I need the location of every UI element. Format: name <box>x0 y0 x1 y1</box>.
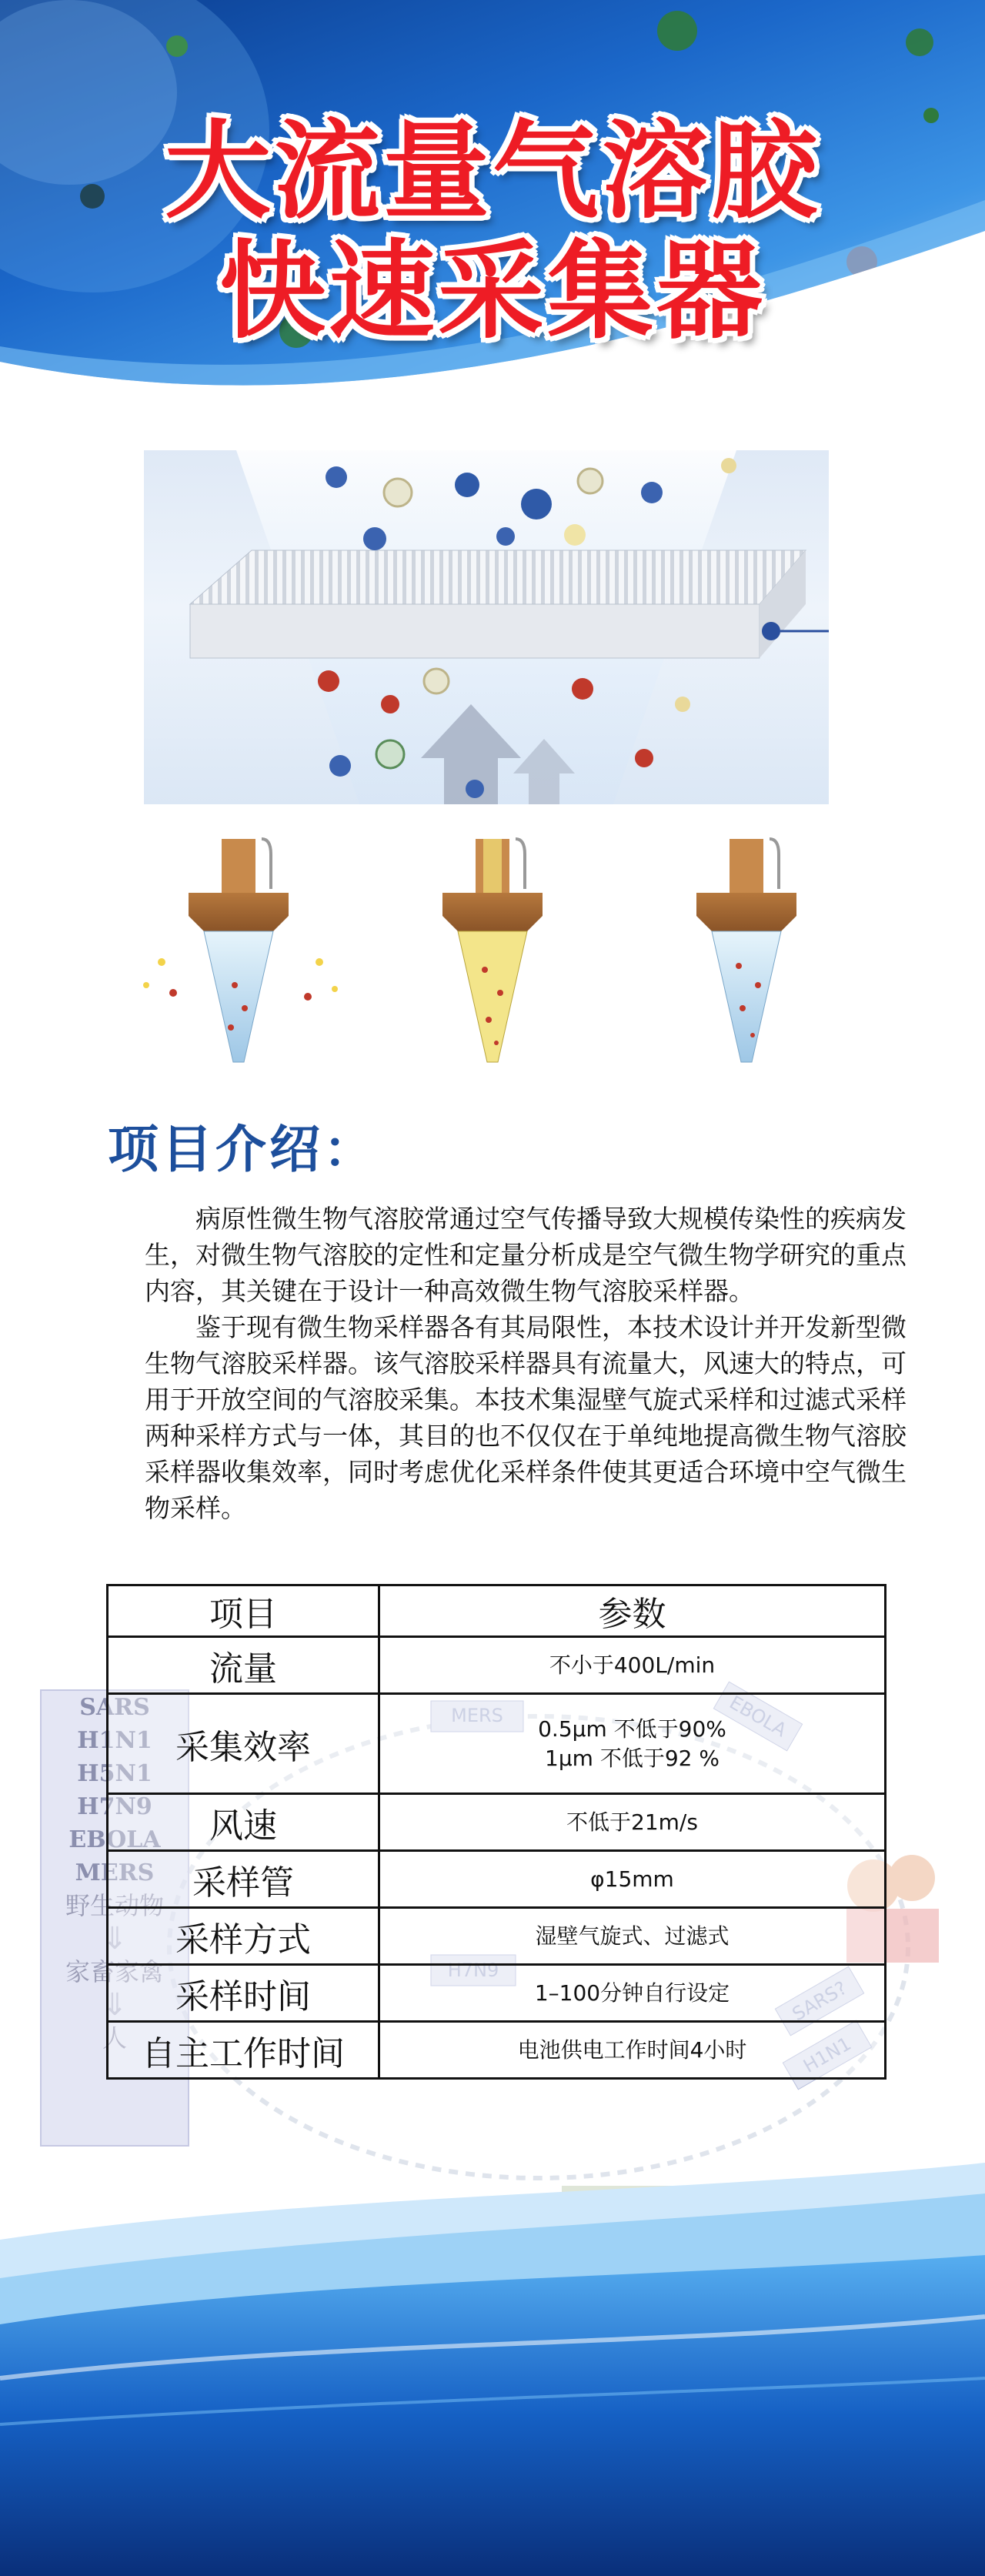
intro-heading: 项目介绍： <box>108 1120 377 1179</box>
tag-sars: SARS? <box>788 1976 851 2026</box>
filter-graphic <box>144 450 829 804</box>
row-label: 自主工作时间 <box>108 2022 379 2079</box>
chain-label-livestock: 家畜家禽 <box>65 1957 164 1986</box>
row-value: φ15mm <box>379 1851 886 1908</box>
filter-illustration <box>144 450 829 804</box>
intro-paragraph-2: 鉴于现有微生物采样器各有其局限性，本技术设计并开发新型微生物气溶胶采样器。该气溶胶采样器具有流量大，风速大的特点，可用于开放空间的气溶胶采集。本技术集湿壁气旋式采样和过滤式采样两种采样方式与一体，其目的也不仅仅在于单纯地提高微生物气溶胶采样器收集效率，同时考虑优化采样条件使其更适合环境中空气微生物采样。 <box>145 1312 907 1523</box>
row-label: 采样管 <box>108 1851 379 1908</box>
footer-wave <box>0 2147 985 2576</box>
table-row <box>108 2022 886 2079</box>
table-header-row <box>108 1585 886 1637</box>
tag-h7n9: H7N9 <box>447 1960 499 1981</box>
virus-item: H1N1 <box>77 1727 152 1754</box>
parameter-table <box>106 1584 886 2080</box>
collector-illustrations <box>115 831 870 1093</box>
row-label: 采集效率 <box>108 1694 379 1794</box>
chain-arrow-1: ⇓ <box>102 1921 128 1956</box>
row-value: 不小于400L/min <box>379 1637 886 1694</box>
tag-h1n1: H1N1 <box>800 2033 855 2077</box>
row-label: 采样时间 <box>108 1965 379 2022</box>
tag-ebola: EBOLA <box>726 1691 790 1742</box>
header-banner <box>0 0 985 416</box>
page-title-line-2: 快速采集器 <box>219 229 766 353</box>
table-row <box>108 1965 886 2022</box>
table-row <box>108 1637 886 1694</box>
intro-body <box>145 1201 907 1526</box>
table-row <box>108 1794 886 1851</box>
table-row <box>108 1908 886 1965</box>
collector-3 <box>696 839 796 1062</box>
intro-paragraph-1: 病原性微生物气溶胶常通过空气传播导致大规模传染性的疾病发生，对微生物气溶胶的定性和定量分析成是空气微生物学研究的重点内容，其关键在于设计一种高效微生物气溶胶采样器。 <box>145 1204 907 1306</box>
chain-arrow-2: ⇓ <box>102 1987 128 2023</box>
table-row <box>108 1694 886 1794</box>
table-row <box>108 1851 886 1908</box>
row-value: 电池供电工作时间4小时 <box>379 2022 886 2079</box>
chain-label-wild: 野生动物 <box>65 1891 164 1920</box>
collector-2 <box>442 839 543 1062</box>
table-header-item: 项目 <box>108 1585 379 1637</box>
tag-mers: MERS <box>451 1705 503 1726</box>
virus-item: H5N1 <box>77 1760 152 1787</box>
chain-label-human: 人 <box>102 2023 127 2053</box>
row-value: 0.5μm 不低于90% 1μm 不低于92 % <box>379 1694 886 1794</box>
virus-item: EBOLA <box>68 1826 161 1853</box>
row-label: 流量 <box>108 1637 379 1694</box>
row-value: 湿壁气旋式、过滤式 <box>379 1908 886 1965</box>
table-header-param: 参数 <box>379 1585 886 1637</box>
row-value: 不低于21m/s <box>379 1794 886 1851</box>
collector-1 <box>143 839 338 1062</box>
row-value: 1–100分钟自行设定 <box>379 1965 886 2022</box>
virus-item: MERS <box>75 1859 155 1886</box>
virus-item: SARS <box>79 1694 150 1721</box>
row-label: 风速 <box>108 1794 379 1851</box>
page-title-line-1: 大流量气溶胶 <box>164 109 820 233</box>
virus-item: H7N9 <box>77 1793 152 1820</box>
row-label: 采样方式 <box>108 1908 379 1965</box>
